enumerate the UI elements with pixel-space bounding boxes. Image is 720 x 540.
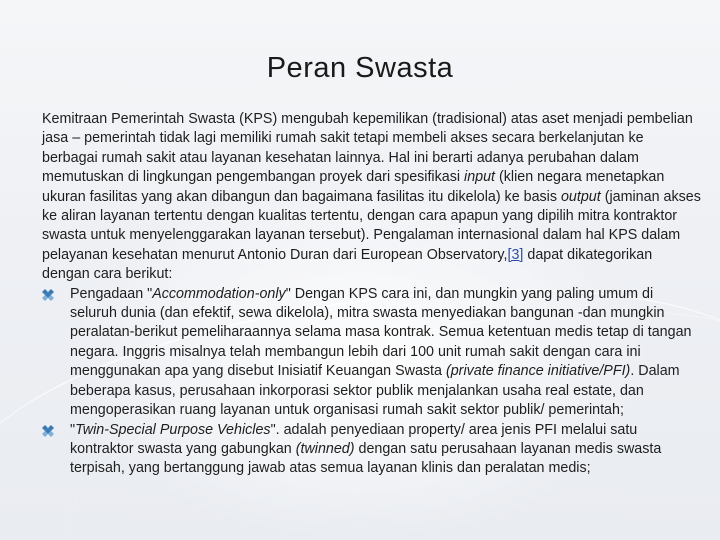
bullet-text: Pengadaan " — [70, 285, 153, 302]
bullet-text: " — [70, 421, 76, 438]
bullet-emphasis: Accommodation-only — [152, 285, 286, 302]
bullet-emphasis: (private finance initiative/PFI) — [445, 363, 631, 380]
intro-text: (jaminan akses ke aliran layanan tertentu dengan kualitas tertentu, dengan cara apapun yang dipilih mitra kontraktor swasta untuk menyelenggarakan layanan tersebut). Pengalaman internasional dalam hal KPS dalam pelayanan kesehatan menurut Antonio Duran dari European Observatory, — [42, 188, 701, 263]
intro-paragraph — [42, 110, 702, 285]
bullet-text: ". adalah penyediaan property/ area jenis PFI melalui satu kontraktor swasta yang gabungkan — [70, 421, 638, 457]
bullet-item — [42, 285, 702, 421]
diamond-bullet-icon — [42, 289, 54, 301]
intro-text: dapat dikategorikan dengan cara berikut: — [42, 246, 653, 283]
bullet-emphasis: (twinned) — [295, 440, 355, 457]
bullet-text: dengan satu perusahaan layanan medis swasta terpisah, yang bertanggung jawab atas semua layanan klinis dan peralatan medis; — [70, 440, 662, 477]
intro-text: (klien negara menetapkan ukuran fasilitas yang akan dibangun dan bagaimana fasilitas itu dikelola) ke basis — [42, 169, 665, 205]
slide-body — [42, 110, 702, 479]
bullet-item — [42, 421, 702, 479]
bullet-text: . Dalam beberapa kasus, perusahaan inkorporasi sektor publik menjalankan usaha real estate, dan mengoperasikan ruang layanan untuk organisasi rumah sakit sektor publik/ pemerintah; — [70, 363, 680, 419]
slide-title: Peran Swasta — [266, 52, 454, 84]
intro-text: Kemitraan Pemerintah Swasta (KPS) mengubah kepemilikan (tradisional) atas aset menjadi pembelian jasa – pemerintah tidak lagi memiliki rumah sakit tetapi membeli akses secara berkelanjutan ke berbagai rumah sakit atau layanan kesehatan lainnya. Hal ini berarti adanya perubahan dalam memutuskan di lingkungan pengembangan proyek dari spesifikasi — [42, 111, 693, 186]
intro-emphasis-input: input — [464, 169, 496, 186]
bullet-text: " Dengan KPS cara ini, dan mungkin yang paling umum di seluruh dunia (dan efektif, sewa dikelola), mitra swasta menyediakan bangunan -dan mungkin peralatan-berikut pemeliharaannya selama masa kontrak. Semua ketentuan medis tetap di tangan negara. Inggris misalnya telah membangun lebih dari 100 unit rumah sakit dengan cara ini menggunakan apa yang disebut Inisiatif Keuangan Swasta — [70, 285, 692, 380]
reference-link[interactable]: [3] — [507, 246, 524, 263]
bullet-list — [42, 285, 702, 479]
bullet-emphasis: Twin-Special Purpose Vehicles — [75, 421, 271, 438]
intro-emphasis-output: output — [560, 188, 601, 205]
diamond-bullet-icon — [42, 425, 54, 437]
